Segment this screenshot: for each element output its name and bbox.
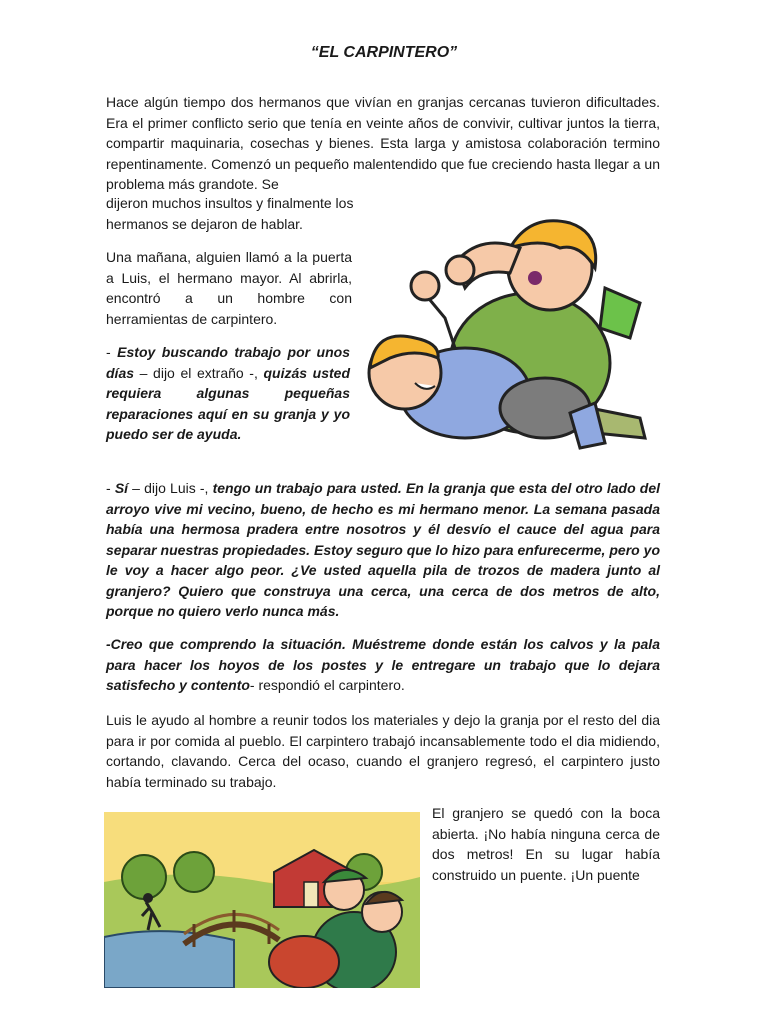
paragraph-farmer-surprised: El granjero se quedó con la boca abierta. ¡No había ninguna cerca de dos metros! En su lugar había construido un puente. ¡Un puente xyxy=(432,805,660,883)
p3-narration: – dijo el extraño -, xyxy=(134,364,264,381)
paragraph-carpenter-answer xyxy=(106,634,660,696)
p3-dash: - xyxy=(106,344,118,360)
p5-narration: - respondió el carpintero. xyxy=(249,677,405,693)
p4-quote-2: tengo un trabajo para usted. En la granja que esta del otro lado del arroyo vive mi vecino, bueno, de hecho es mi hermano menor. La semana pasada había una hermosa pradera entre nosotros y él desvío el cauce del agua para separar nuestras propiedades. Estoy seguro que lo hizo para enfurecerme, pero yo le voy a hacer algo peor. ¿Ve usted aquella pila de trozos de madera junto al granjero? Quiero que construya una cerca, una cerca de dos metros de alto, porque no quiero verlo nunca más. xyxy=(106,480,660,619)
paragraph-luis-reply xyxy=(106,478,660,622)
fighting-brothers-illustration xyxy=(360,208,650,453)
paragraph-intro-continued: dijeron muchos insultos y finalmente los hermanos se dejaron de hablar. xyxy=(106,195,354,232)
p5-quote: -Creo que comprendo la situación. Muéstreme donde están los calvos y la pala para hacer los hoyos de los postes y le entregare un trabajo que lo dejara satisfecho y contento xyxy=(106,636,660,693)
p3-quote-2: quizás usted requiera algunas pequeñas reparaciones aquí en su granja y yo puedo ser de ayuda. xyxy=(106,364,351,442)
p4-narration: – dijo Luis -, xyxy=(128,480,213,496)
bridge-scene-illustration xyxy=(104,812,420,988)
page-title: “EL CARPINTERO” xyxy=(310,44,458,61)
p4-quote-1: Sí xyxy=(114,480,129,496)
paragraph-work: Luis le ayudo al hombre a reunir todos los materiales y dejo la granja por el resto del dia para ir por comida al pueblo. El carpintero trabajó incansablemente todo el dia midiendo, cortando, clavando. Cerca del ocaso, cuando el granjero regresó, el carpintero justo había terminado su trabajo. xyxy=(106,712,660,790)
paragraph-intro: Hace algún tiempo dos hermanos que vivían en granjas cercanas tuvieron dificultades. Era el primer conflicto serio que tenía en veinte años de convivir, cultivar juntos la tierra, compartir maquinaria, cosechas y bienes. Esta larga y amistosa colaboración termino repentinamente. Comenzó un pequeño malentendido que fue creciendo hasta llegar a un problema más grandote. Se xyxy=(106,94,660,192)
p3-quote-1: Estoy buscando trabajo por unos días xyxy=(106,344,350,381)
paragraph-morning: Una mañana, alguien llamó a la puerta a Luis, el hermano mayor. Al abrirla, encontró a un hombre con herramientas de carpintero. xyxy=(106,249,352,327)
paragraph-carpenter-request xyxy=(106,342,350,445)
p4-dash: - xyxy=(106,480,115,496)
